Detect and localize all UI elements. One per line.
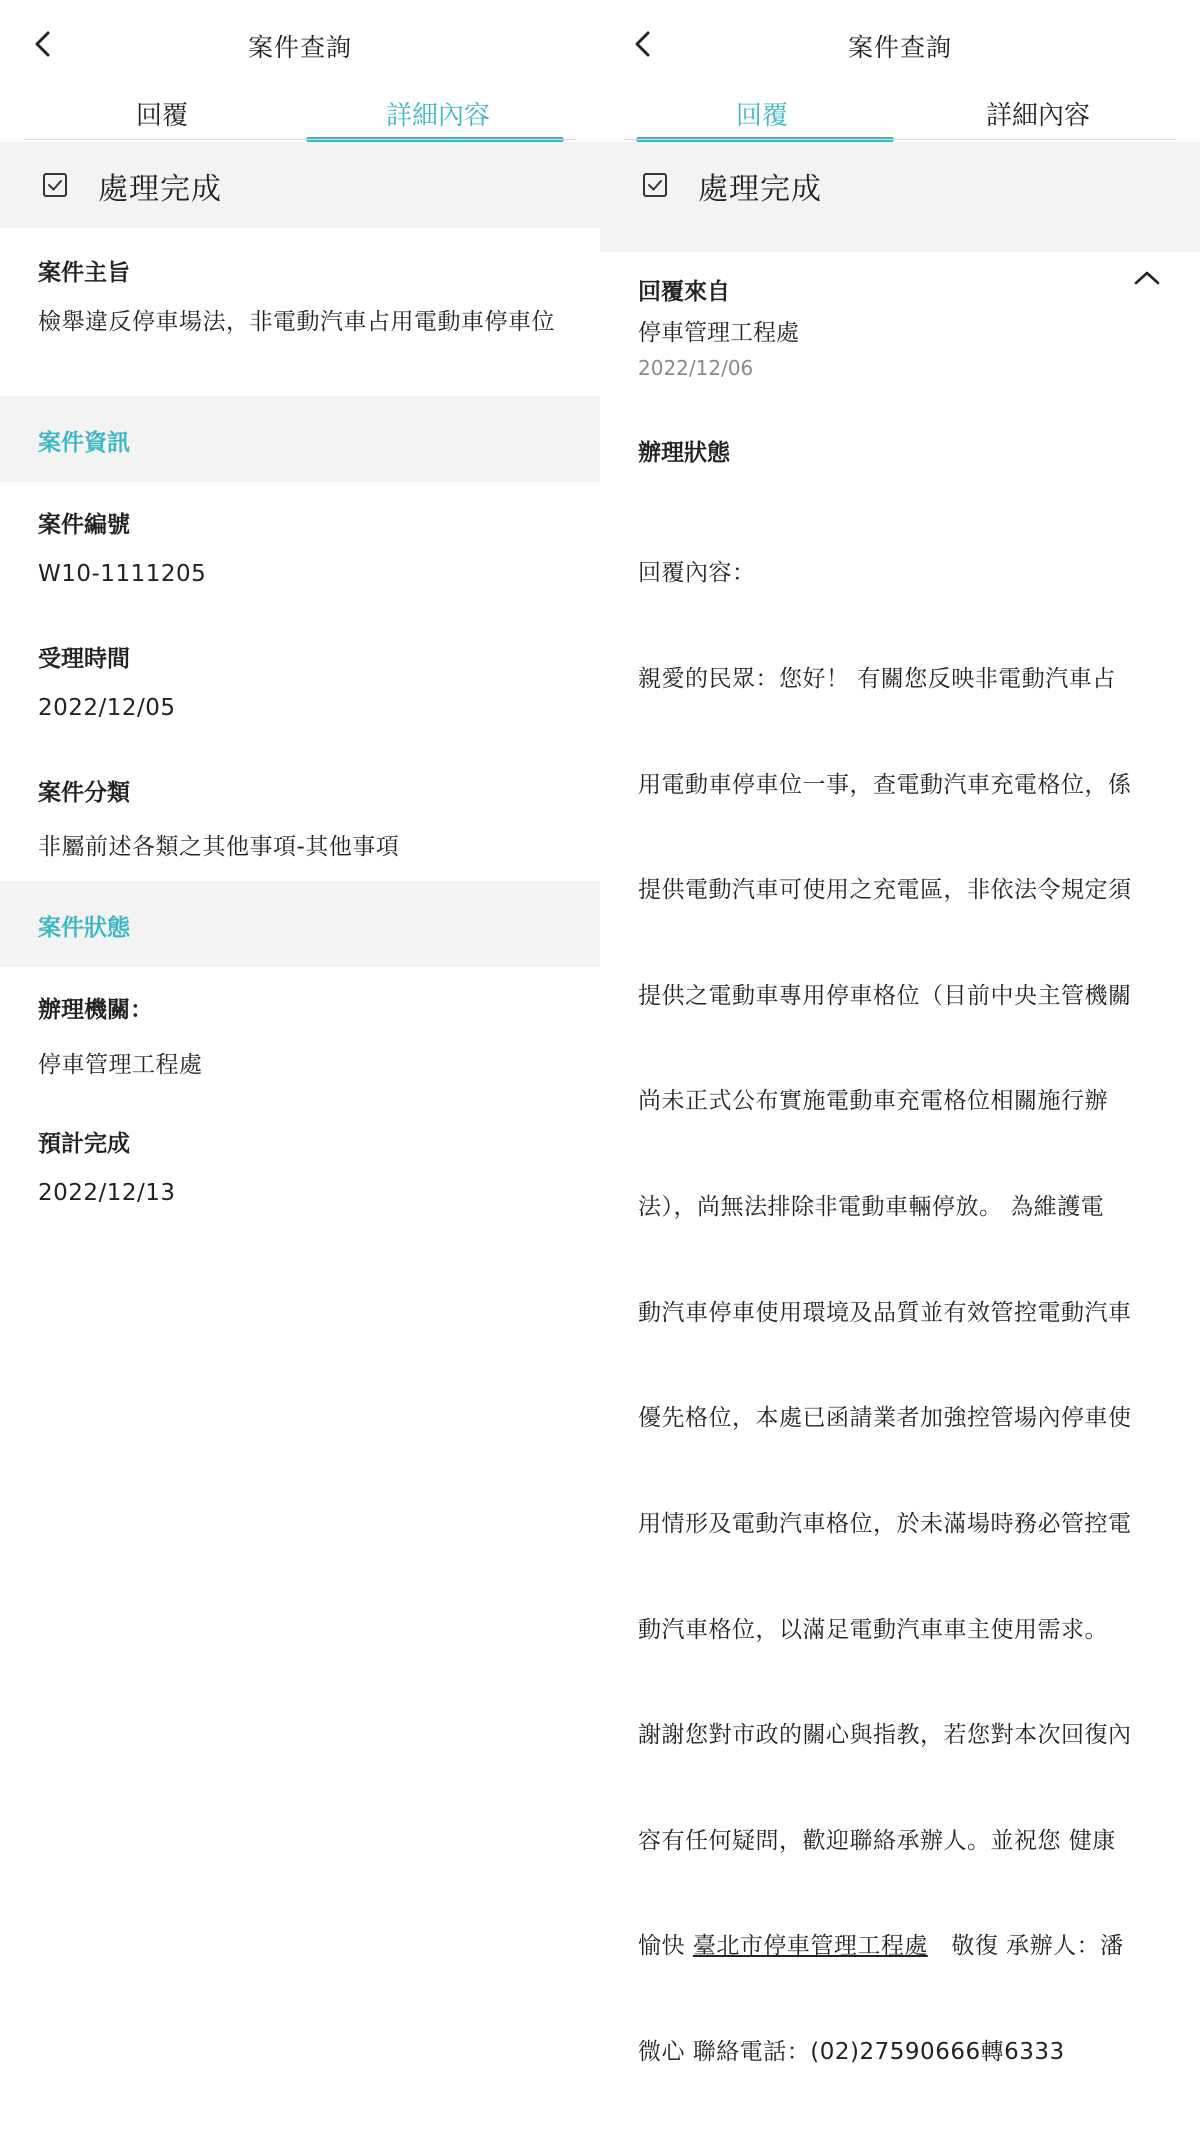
page-title: 案件查詢: [247, 33, 352, 62]
reply-line: 尚未正式公布實施電動車充電格位相關施行辦: [638, 1088, 1108, 1115]
case-number-value: W10-1111205: [38, 561, 207, 587]
case-detail-screen: [0, 0, 600, 1206]
chevron-up-icon[interactable]: [1132, 268, 1162, 288]
page-title: 案件查詢: [847, 33, 952, 62]
signature-agency: 臺北市停車管理工程處: [692, 1933, 928, 1960]
tab-reply[interactable]: [624, 96, 900, 142]
status-banner: [600, 142, 1200, 252]
reply-line: 法），尚無法排除非電動車輛停放。 為維護電: [638, 1194, 1105, 1221]
section-title-case-info: 案件資訊: [38, 430, 130, 456]
reply-line: 優先格位，本處已函請業者加強控管場內停車使: [638, 1405, 1132, 1432]
accepted-time-label: 受理時間: [38, 646, 130, 672]
subject-label: 案件主旨: [38, 260, 130, 286]
agency-label: 辦理機關：: [38, 997, 153, 1023]
status-text: 處理完成: [698, 172, 822, 207]
status-banner: [0, 142, 600, 228]
reply-line: 用電動車停車位一事，查電動汽車充電格位，係: [638, 771, 1132, 798]
accepted-time-value: 2022/12/05: [38, 695, 176, 721]
checkbox-checked-icon: [642, 172, 668, 198]
status-text: 處理完成: [98, 172, 222, 207]
reply-line: 動汽車格位，以滿足電動汽車車主使用需求。: [638, 1616, 1108, 1643]
reply-date: 2022/12/06: [638, 356, 754, 380]
reply-line: 用情形及電動汽車格位，於未滿場時務必管控電: [638, 1510, 1132, 1537]
nav-bar: [600, 0, 1200, 90]
reply-line-prefix: 愉快: [638, 1933, 693, 1960]
case-number-label: 案件編號: [38, 512, 130, 538]
tab-details[interactable]: [900, 96, 1176, 142]
reply-line-suffix: 敬復 承辦人：潘: [927, 1933, 1124, 1960]
reply-content: [638, 486, 1166, 2141]
reply-line: 提供電動汽車可使用之充電區，非依法令規定須: [638, 877, 1132, 904]
reply-line: 動汽車停車使用環境及品質並有效管控電動汽車: [638, 1299, 1132, 1326]
section-title-case-status: 案件狀態: [38, 915, 130, 941]
reply-line: 回覆內容：: [638, 560, 756, 587]
tab-reply-label: 回覆: [735, 101, 788, 131]
reply-from-value: 停車管理工程處: [638, 320, 799, 346]
case-info-section: [0, 396, 600, 482]
reply-from-label: 回覆來自: [638, 279, 730, 305]
nav-bar: [0, 0, 600, 90]
tab-details-label: 詳細內容: [385, 101, 490, 131]
reply-line: 容有任何疑問，歡迎聯絡承辦人。並祝您 健康: [638, 1827, 1116, 1854]
expected-completion-label: 預計完成: [38, 1131, 130, 1157]
reply-line: 親愛的民眾：您好！ 有關您反映非電動汽車占: [638, 666, 1116, 693]
processing-status-label: 辦理狀態: [638, 440, 730, 466]
tab-reply-label: 回覆: [135, 101, 188, 131]
tab-details-label: 詳細內容: [985, 101, 1090, 131]
case-status-section: [0, 881, 600, 967]
case-reply-screen: [600, 0, 1200, 2065]
subject-value: 檢舉違反停車場法，非電動汽車占用電動車停車位: [38, 309, 555, 335]
expected-completion-value: 2022/12/13: [38, 1180, 176, 1206]
tab-divider: [24, 139, 576, 140]
tab-reply[interactable]: [24, 96, 300, 142]
agency-value: 停車管理工程處: [38, 1052, 203, 1078]
category-label: 案件分類: [38, 780, 130, 806]
tab-details[interactable]: [300, 96, 576, 142]
reply-line: [638, 1929, 1166, 1964]
reply-line: 謝謝您對市政的關心與指教，若您對本次回復內: [638, 1722, 1132, 1749]
reply-line: 提供之電動車專用停車格位（目前中央主管機關: [638, 982, 1132, 1009]
checkbox-checked-icon: [42, 172, 68, 198]
reply-line: 微心 聯絡電話：(02)27590666轉6333: [638, 2038, 1065, 2065]
category-value: 非屬前述各類之其他事項-其他事項: [38, 834, 400, 860]
tab-divider: [624, 139, 1176, 140]
